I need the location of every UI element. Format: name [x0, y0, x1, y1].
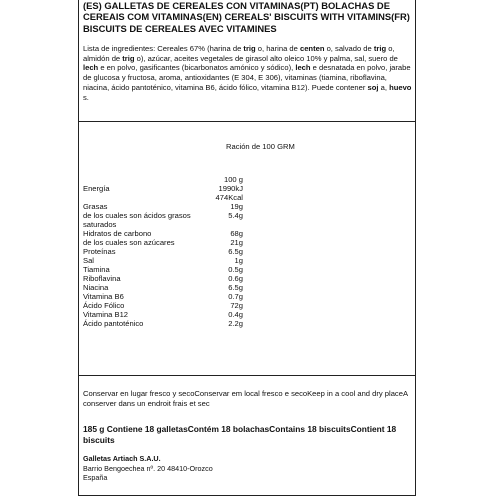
allergen-text: soj: [367, 82, 379, 92]
nutrient-value: 1990kJ: [218, 184, 243, 193]
nutrient-name: Niacina: [83, 283, 109, 292]
product-label-document: [78, 0, 416, 496]
allergen-text: lech: [83, 63, 99, 73]
nutrient-value: 6.5g: [228, 283, 243, 292]
nutrient-value: 21g: [230, 238, 243, 247]
nutrient-value: 1g: [234, 256, 243, 265]
ingredient-text: o, harina de: [255, 44, 300, 53]
serving-size-label: Ración de 100 GRM: [226, 142, 295, 151]
nutrient-value: 0.7g: [228, 292, 243, 301]
ingredient-text: a,: [378, 82, 390, 92]
nutrient-name: Ácido pantoténico: [83, 319, 144, 328]
nutrient-value: 0.6g: [228, 274, 243, 283]
nutrient-value: 100 g: [223, 175, 243, 184]
ingredients-list: [83, 44, 413, 102]
net-content: 185 g Contiene 18 galletasContém 18 bolachasContains 18 biscuitsContient 18 biscuits: [83, 424, 397, 445]
nutrient-name: de los cuales son azúcares: [83, 238, 175, 247]
nutrient-name: Sal: [83, 256, 94, 265]
nutrient-value: 5.4g: [228, 211, 243, 220]
allergen-text: huevo: [389, 82, 412, 92]
product-title: (ES) GALLETAS DE CEREALES CON VITAMINAS(PT) BOLACHAS DE CEREAIS COM VITAMINAS(EN) CEREALS' BISCUITS WITH VITAMINS(FR) BISCUITS DE CEREALES AVEC VITAMINES: [83, 0, 410, 34]
nutrient-name: Hidratos de carbono: [83, 229, 152, 238]
nutrient-name: Energía: [83, 184, 110, 193]
divider: [79, 375, 415, 376]
ingredient-text: s.: [83, 92, 89, 102]
nutrient-name: Vitamina B12: [83, 310, 129, 319]
nutrient-name: saturados: [83, 220, 117, 229]
allergen-text: trig: [373, 44, 387, 53]
allergen-text: trig: [243, 44, 256, 53]
company-address: Barrio Bengoechea nº. 20 48410-Orozco: [83, 463, 213, 473]
company-name: Galletas Artiach S.A.U.: [83, 454, 161, 463]
nutrient-name: Proteínas: [83, 247, 116, 256]
nutrient-value: 474Kcal: [215, 193, 243, 202]
nutrient-value: 19g: [230, 202, 243, 211]
ingredient-text: e desnatada en polvo, jarabe de glucosa y fructosa, aroma, antioxidantes (E 304, E 306), vitaminas (tiamina, riboflavina, niacina, ácido pantoténico, vitamina B6, ácido fólico, vitamina B12). Puede contener: [83, 63, 411, 92]
ingredient-text: e en polvo, gasificantes (bicarbonatos amónico y sódico),: [98, 63, 296, 73]
nutrient-name: de los cuales son ácidos grasos: [83, 211, 191, 220]
ingredient-text: o, salvado de: [324, 44, 374, 53]
nutrient-name: Tiamina: [83, 265, 110, 274]
ingredient-text: o, almidón de: [83, 44, 395, 63]
divider: [79, 121, 415, 122]
nutrient-name: Ácido Fólico: [83, 301, 125, 310]
nutrient-value: 72g: [230, 301, 243, 310]
nutrient-value: 6.5g: [228, 247, 243, 256]
nutrient-value: 0.4g: [228, 310, 243, 319]
nutrient-name: Vitamina B6: [83, 292, 124, 301]
nutrient-value: 0.5g: [228, 265, 243, 274]
allergen-text: centen: [299, 44, 325, 53]
nutrient-value: 68g: [230, 229, 243, 238]
company-info: [83, 454, 413, 483]
nutrient-value: 2.2g: [228, 319, 243, 328]
allergen-text: lech: [295, 63, 311, 73]
company-country: España: [83, 473, 108, 483]
nutrient-name: Grasas: [83, 202, 108, 211]
ingredient-text: Lista de ingredientes: Cereales 67% (harina de: [83, 44, 244, 53]
storage-instructions: Conservar en lugar fresco y secoConservar em local fresco e secoKeep in a cool and dry placeA conserver dans un endroit frais et sec: [83, 389, 408, 408]
nutrient-name: Riboflavina: [83, 274, 121, 283]
allergen-text: trig: [122, 53, 135, 63]
ingredient-text: o), azúcar, aceites vegetales de girasol alto oleico 10% y palma, sal, suero de: [134, 53, 398, 63]
